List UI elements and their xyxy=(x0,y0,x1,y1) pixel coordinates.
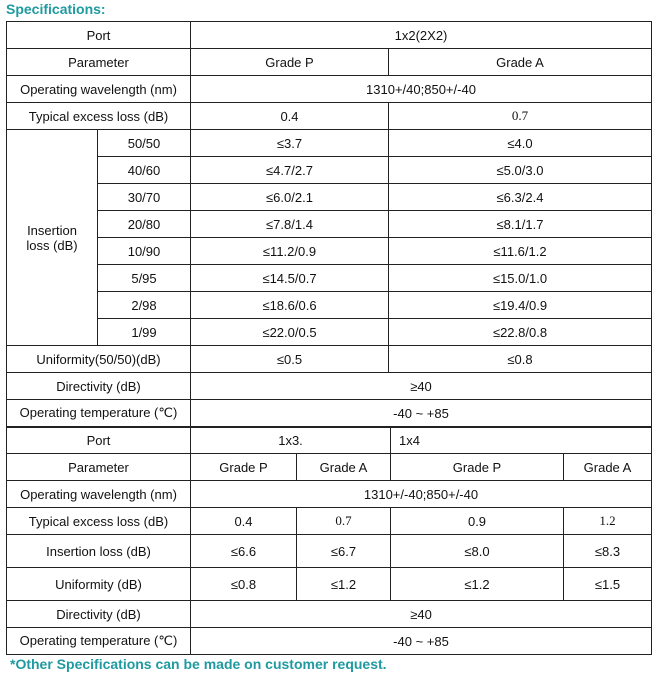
port-label: Port xyxy=(7,428,191,454)
wavelength-value: 1310+/40;850+/-40 xyxy=(191,76,652,103)
directivity-label: Directivity (dB) xyxy=(7,373,191,400)
uniformity-1x4-a: ≤1.5 xyxy=(564,568,652,601)
insertion-a: ≤5.0/3.0 xyxy=(389,157,652,184)
split-ratio: 2/98 xyxy=(98,292,191,319)
split-ratio: 20/80 xyxy=(98,211,191,238)
excess-loss-p: 0.4 xyxy=(191,103,389,130)
grade-a-1x3-header: Grade A xyxy=(297,454,391,481)
insertion-p: ≤3.7 xyxy=(191,130,389,157)
split-ratio: 30/70 xyxy=(98,184,191,211)
port-1x4: 1x4 xyxy=(391,428,652,454)
uniformity-1x3-p: ≤0.8 xyxy=(191,568,297,601)
wavelength-label: Operating wavelength (nm) xyxy=(7,76,191,103)
insertion-a: ≤8.1/1.7 xyxy=(389,211,652,238)
grade-p-1x4-header: Grade P xyxy=(391,454,564,481)
insertion-a: ≤4.0 xyxy=(389,130,652,157)
insertion-p: ≤11.2/0.9 xyxy=(191,238,389,265)
excess-loss-label: Typical excess loss (dB) xyxy=(7,103,191,130)
insertion-p: ≤18.6/0.6 xyxy=(191,292,389,319)
insertion-a: ≤22.8/0.8 xyxy=(389,319,652,346)
insertion-loss-label xyxy=(7,130,98,346)
footnote: *Other Specifications can be made on customer request. xyxy=(10,656,387,672)
port-1x3: 1x3. xyxy=(191,428,391,454)
grade-a-1x4-header: Grade A xyxy=(564,454,652,481)
insertion-a: ≤6.3/2.4 xyxy=(389,184,652,211)
insertion-1x4-a: ≤8.3 xyxy=(564,535,652,568)
split-ratio: 10/90 xyxy=(98,238,191,265)
insertion-p: ≤14.5/0.7 xyxy=(191,265,389,292)
insertion-1x3-p: ≤6.6 xyxy=(191,535,297,568)
parameter-label: Parameter xyxy=(7,454,191,481)
specifications-heading: Specifications: xyxy=(6,1,106,17)
parameter-label: Parameter xyxy=(7,49,191,76)
uniformity-label: Uniformity (dB) xyxy=(7,568,191,601)
excess-loss-1x4-a: 1.2 xyxy=(564,508,652,535)
insertion-label-line2: loss (dB) xyxy=(26,237,78,253)
insertion-a: ≤19.4/0.9 xyxy=(389,292,652,319)
wavelength-label: Operating wavelength (nm) xyxy=(7,481,191,508)
insertion-p: ≤22.0/0.5 xyxy=(191,319,389,346)
spec-table-1x2 xyxy=(6,21,652,427)
insertion-1x4-p: ≤8.0 xyxy=(391,535,564,568)
port-value: 1x2(2X2) xyxy=(191,22,652,49)
temperature-label: Operating temperature (℃) xyxy=(7,400,191,427)
split-ratio: 40/60 xyxy=(98,157,191,184)
excess-loss-1x3-p: 0.4 xyxy=(191,508,297,535)
port-label: Port xyxy=(7,22,191,49)
directivity-value: ≥40 xyxy=(191,373,652,400)
insertion-p: ≤6.0/2.1 xyxy=(191,184,389,211)
uniformity-1x3-a: ≤1.2 xyxy=(297,568,391,601)
spec-table-1x3-1x4 xyxy=(6,427,652,655)
insertion-label-line1: Insertion xyxy=(27,222,77,238)
uniformity-1x4-p: ≤1.2 xyxy=(391,568,564,601)
insertion-1x3-a: ≤6.7 xyxy=(297,535,391,568)
grade-p-1x3-header: Grade P xyxy=(191,454,297,481)
excess-loss-1x3-a: 0.7 xyxy=(297,508,391,535)
directivity-label: Directivity (dB) xyxy=(7,601,191,628)
split-ratio: 1/99 xyxy=(98,319,191,346)
wavelength-value: 1310+/-40;850+/-40 xyxy=(191,481,652,508)
insertion-a: ≤11.6/1.2 xyxy=(389,238,652,265)
excess-loss-label: Typical excess loss (dB) xyxy=(7,508,191,535)
temperature-value: -40 ~ +85 xyxy=(191,400,652,427)
insertion-a: ≤15.0/1.0 xyxy=(389,265,652,292)
split-ratio: 50/50 xyxy=(98,130,191,157)
grade-p-header: Grade P xyxy=(191,49,389,76)
excess-loss-1x4-p: 0.9 xyxy=(391,508,564,535)
excess-loss-a: 0.7 xyxy=(389,103,652,130)
insertion-p: ≤7.8/1.4 xyxy=(191,211,389,238)
insertion-p: ≤4.7/2.7 xyxy=(191,157,389,184)
uniformity-p: ≤0.5 xyxy=(191,346,389,373)
uniformity-label: Uniformity(50/50)(dB) xyxy=(7,346,191,373)
split-ratio: 5/95 xyxy=(98,265,191,292)
insertion-loss-label: Insertion loss (dB) xyxy=(7,535,191,568)
uniformity-a: ≤0.8 xyxy=(389,346,652,373)
directivity-value: ≥40 xyxy=(191,601,652,628)
temperature-label: Operating temperature (℃) xyxy=(7,628,191,655)
temperature-value: -40 ~ +85 xyxy=(191,628,652,655)
grade-a-header: Grade A xyxy=(389,49,652,76)
